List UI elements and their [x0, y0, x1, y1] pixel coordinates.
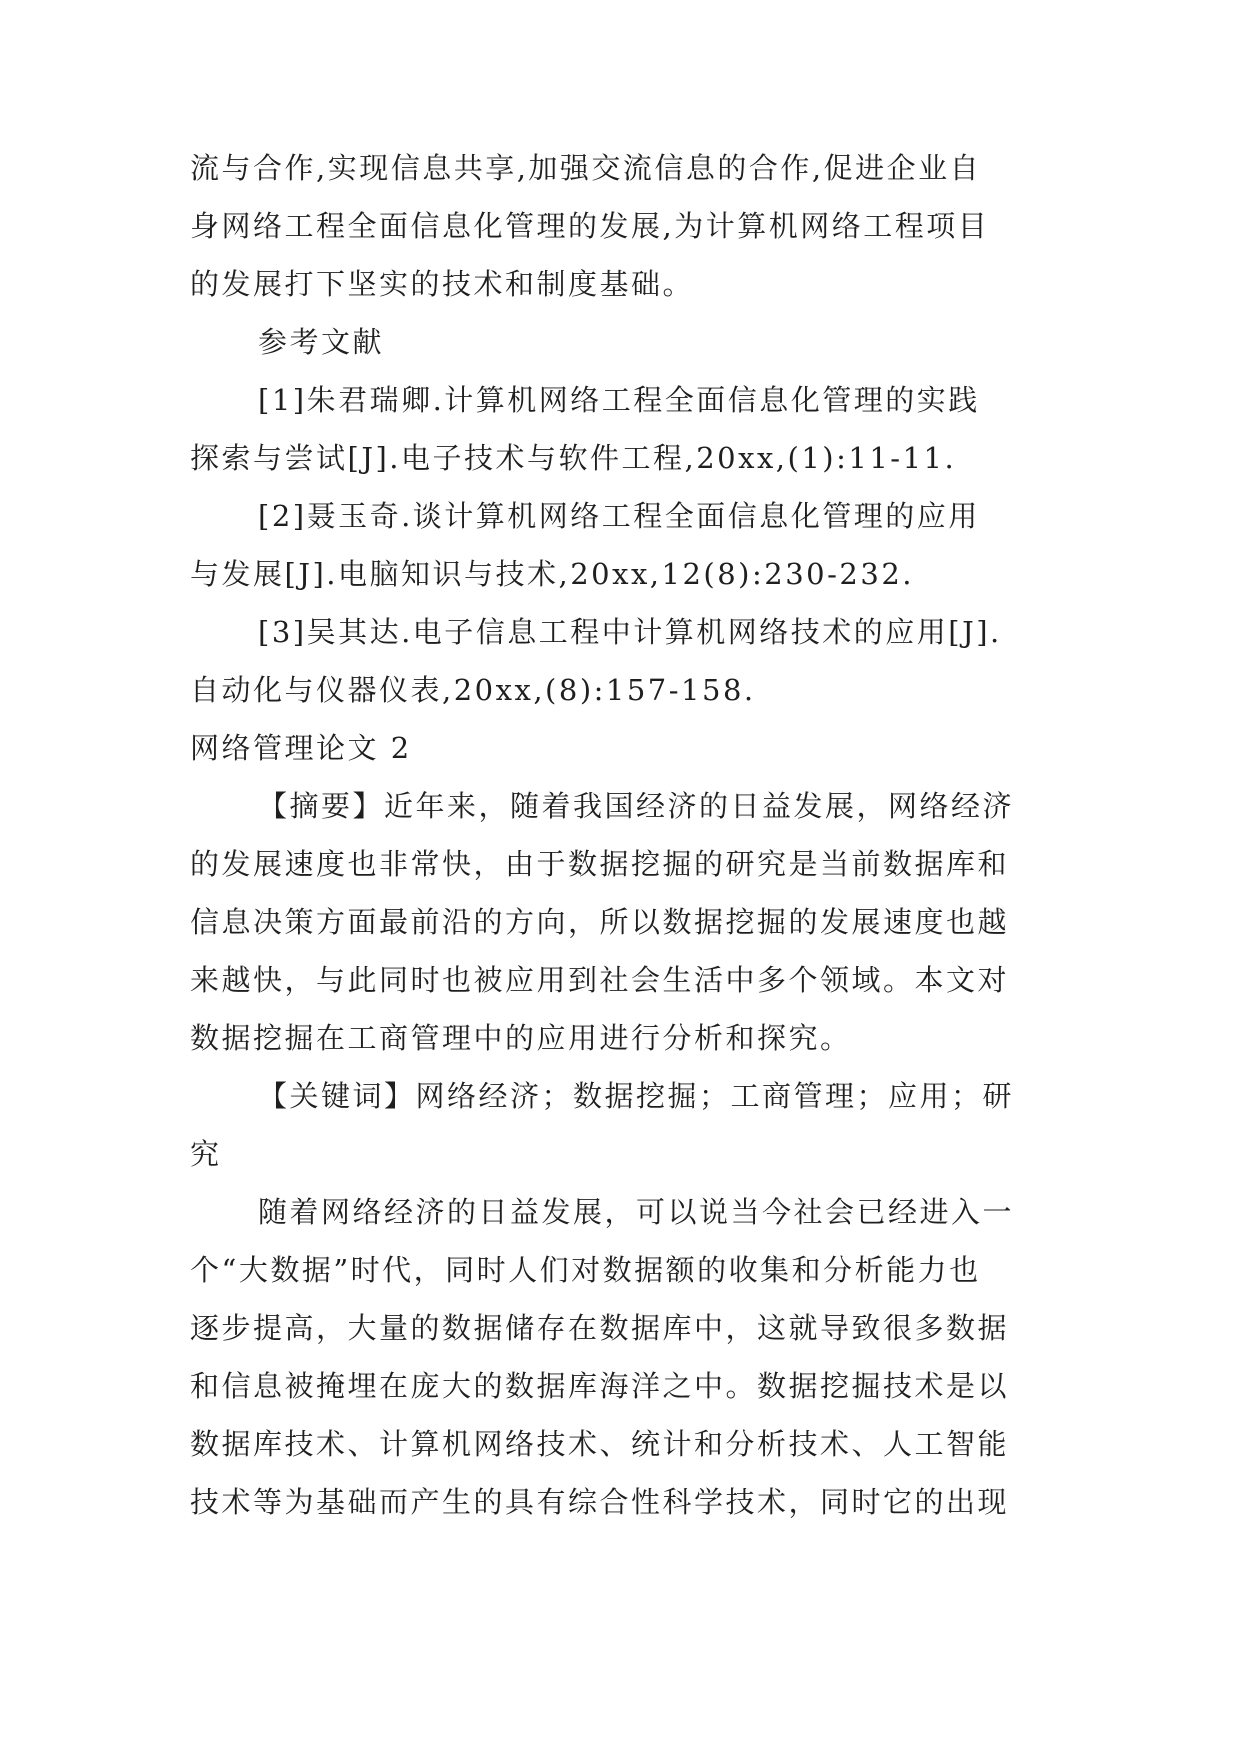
abstract-line: 来越快，与此同时也被应用到社会生活中多个领域。本文对	[190, 963, 1010, 997]
body-text-line: 技术等为基础而产生的具有综合性科学技术，同时它的出现	[190, 1485, 1010, 1519]
body-text-line: 的发展打下坚实的技术和制度基础。	[190, 267, 695, 301]
reference-1-line-2: 探索与尝试[J].电子技术与软件工程,20xx,(1):11-11.	[190, 441, 957, 475]
abstract-line: 【摘要】近年来，随着我国经济的日益发展，网络经济	[258, 789, 1015, 823]
reference-2-line-1: [2]聂玉奇.谈计算机网络工程全面信息化管理的应用	[258, 499, 980, 533]
reference-3-line-2: 自动化与仪器仪表,20xx,(8):157-158.	[190, 673, 756, 707]
body-text-line: 随着网络经济的日益发展，可以说当今社会已经进入一	[258, 1195, 1015, 1229]
reference-1-line-1: [1]朱君瑞卿.计算机网络工程全面信息化管理的实践	[258, 383, 980, 417]
body-text-line: 数据库技术、计算机网络技术、统计和分析技术、人工智能	[190, 1427, 1010, 1461]
body-text-line: 和信息被掩埋在庞大的数据库海洋之中。数据挖掘技术是以	[190, 1369, 1010, 1403]
abstract-line: 数据挖掘在工商管理中的应用进行分析和探究。	[190, 1021, 852, 1055]
keywords-line: 【关键词】网络经济；数据挖掘；工商管理；应用；研	[258, 1079, 1015, 1113]
body-text-line: 个“大数据”时代，同时人们对数据额的收集和分析能力也	[190, 1253, 981, 1287]
reference-3-line-1: [3]吴其达.电子信息工程中计算机网络技术的应用[J].	[258, 615, 1002, 649]
reference-2-line-2: 与发展[J].电脑知识与技术,20xx,12(8):230-232.	[190, 557, 914, 591]
keywords-line: 究	[190, 1137, 222, 1171]
body-text-line: 身网络工程全面信息化管理的发展,为计算机网络工程项目	[190, 209, 990, 243]
body-text-line: 逐步提高，大量的数据储存在数据库中，这就导致很多数据	[190, 1311, 1010, 1345]
body-text-line: 流与合作,实现信息共享,加强交流信息的合作,促进企业自	[190, 151, 982, 185]
references-heading: 参考文献	[258, 325, 385, 359]
section-title: 网络管理论文 2	[190, 731, 412, 765]
abstract-line: 的发展速度也非常快，由于数据挖掘的研究是当前数据库和	[190, 847, 1010, 881]
abstract-line: 信息决策方面最前沿的方向，所以数据挖掘的发展速度也越	[190, 905, 1010, 939]
